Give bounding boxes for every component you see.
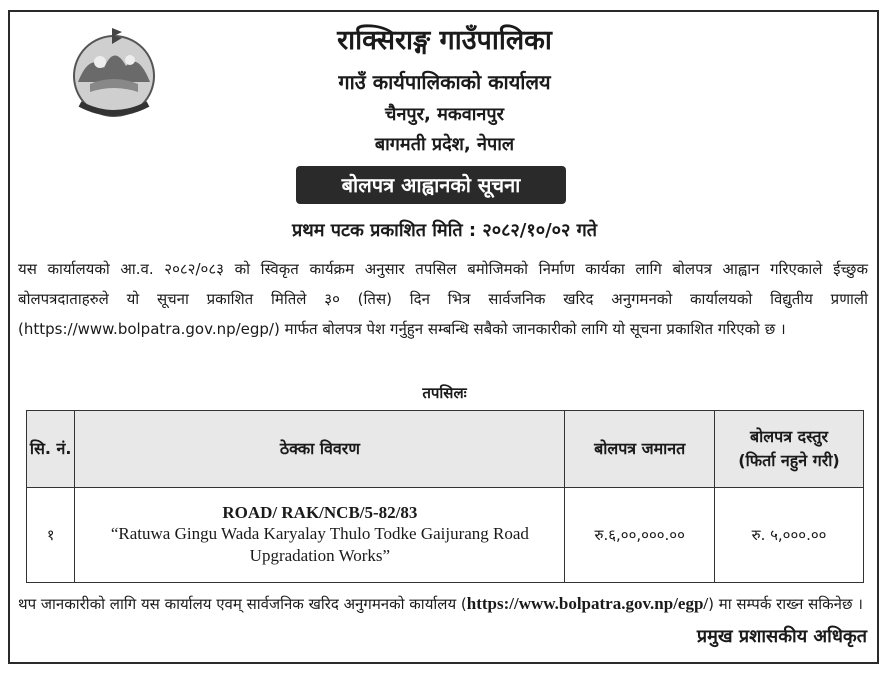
office-name: गाउँ कार्यपालिकाको कार्यालय xyxy=(338,70,551,94)
row-description xyxy=(75,488,565,583)
notice-body: यस कार्यालयको आ.व. २०८२/०८३ को स्विकृत कार्यक्रम अनुसार तपसिल बमोजिमको निर्माण कार्यका लागि बोलपत्र आह्वान गरिएकाले ईच्छुक बोलपत्रदाताहरुले यो सूचना प्रकाशित मितिले ३० (तिस) दिन भित्र सार्वजनिक खरिद अनुगमनको कार्यालयको विद्युतीय प्रणाली (https://www.bolpatra.gov.np/egp/) मार्फत बोलपत्र पेश गर्नुहुन सम्बन्धि सबैको जानकारीको लागि यो सूचना प्रकाशित गरिएको छ । xyxy=(18,260,868,338)
header-description: ठेक्का विवरण xyxy=(75,411,565,488)
header-sn: सि. नं. xyxy=(27,411,75,488)
row-fee: रु. ५,०००.०० xyxy=(715,488,864,583)
footer-text-before: थप जानकारीको लागि यस कार्यालय एवम् सार्वजनिक खरिद अनुगमनको कार्यालय ( xyxy=(18,595,467,613)
project-name: “Ratuwa Gingu Wada Karyalay Thulo Todke Gaijurang Road Upgradation Works” xyxy=(110,524,529,565)
table-row xyxy=(27,488,864,583)
notice-title: बोलपत्र आह्वानको सूचना xyxy=(296,166,566,204)
footer-url-link[interactable]: https://www.bolpatra.gov.np/egp/ xyxy=(466,594,709,613)
published-date: प्रथम पटक प्रकाशित मिति : २०८२/१०/०२ गते xyxy=(291,220,598,241)
row-sn: १ xyxy=(27,488,75,583)
office-location: चैनपुर, मकवानपुर xyxy=(385,104,504,125)
row-bid-security: रु.६,००,०००.०० xyxy=(565,488,715,583)
details-label: तपसिलः xyxy=(422,384,467,402)
header-fee-note: (फिर्ता नहुने गरी) xyxy=(738,451,840,470)
header-bid-security: बोलपत्र जमानत xyxy=(565,411,715,488)
municipality-name: राक्सिराङ्ग गाउँपालिका xyxy=(337,25,552,56)
header-fee-label: बोलपत्र दस्तुर xyxy=(750,427,829,446)
signatory: प्रमुख प्रशासकीय अधिकृत xyxy=(696,626,867,647)
table-header-row xyxy=(27,411,864,488)
footer-note xyxy=(18,590,868,618)
office-province: बागमती प्रदेश, नेपाल xyxy=(374,134,515,155)
header-fee xyxy=(715,411,864,488)
contract-code: ROAD/ RAK/NCB/5-82/83 xyxy=(222,503,418,522)
footer-text-after: ) मा सम्पर्क राख्न सकिनेछ । xyxy=(708,595,863,613)
tender-table xyxy=(26,410,864,583)
